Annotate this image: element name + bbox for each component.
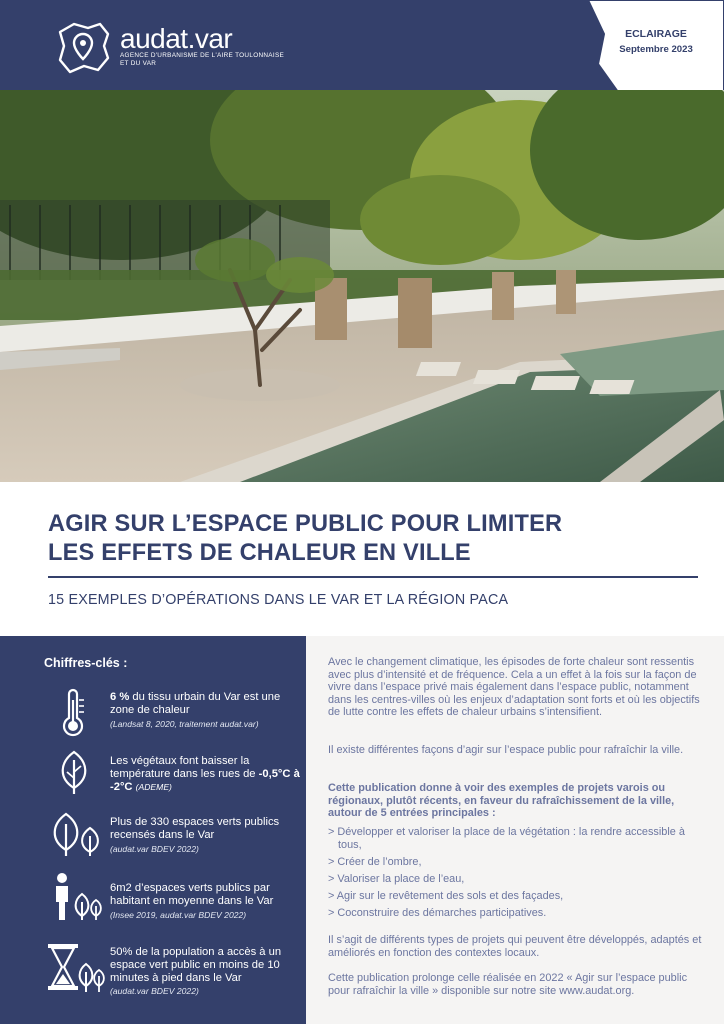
hourglass-icon	[46, 942, 106, 994]
body-paragraph-5: Cette publication prolonge celle réalisée en 2022 « Agir sur l’espace public pour rafraîchir la ville » disponible sur notre site www.audat.org.	[328, 972, 688, 997]
logo-subtitle: AGENCE D'URBANISME DE L'AIRE TOULONNAISE ET DU VAR	[120, 52, 285, 67]
fact-5-source: (audat.var BDEV 2022)	[110, 986, 199, 997]
body-paragraph-3: Cette publication donne à voir des exemples de projets varois ou régionaux, plutôt récents, en faveur du rafraîchissement de la ville, autour de 5 entrées principales :	[328, 782, 675, 820]
fact-1-source: (Landsat 8, 2020, traitement audat.var)	[110, 718, 259, 729]
fact-3-text: Plus de 330 espaces verts publics recensés dans le Var	[110, 816, 280, 841]
title-divider	[48, 576, 698, 578]
fact-vegetation	[110, 755, 300, 793]
fact-5-text: 50% de la population a accès à un espace vert public en moins de 10 minutes à pied dans le Var	[110, 946, 282, 984]
thermometer-icon	[58, 688, 88, 738]
title-line-1: AGIR SUR L’ESPACE PUBLIC POUR LIMITER	[48, 511, 563, 537]
fact-access	[110, 946, 300, 998]
badge-label: ECLAIRAGE	[625, 28, 687, 40]
fact-2-source: (ADEME)	[135, 781, 172, 792]
fact-1-strong: 6 %	[110, 691, 130, 703]
map-pin-icon	[54, 20, 112, 76]
list-item: > Valoriser la place de l’eau,	[328, 872, 465, 885]
body-panel	[306, 636, 724, 1024]
body-paragraph-1: Avec le changement climatique, les épisodes de forte chaleur sont ressentis avec plus d’intensité et de fréquence. Cela a un effet à la fois sur la façon de vivre dans l’espace privé mais également dans l’espace public, notamment dans les centres-villes où les enjeux d’adaptation sont forts et où les objectifs de lutte contre les effets de chaleur urbains s’intensifient.	[328, 656, 700, 719]
trees-icon	[46, 810, 104, 858]
key-figures-title: Chiffres-clés :	[44, 656, 128, 670]
list-item: > Coconstruire des démarches participatives.	[328, 906, 547, 919]
page-subtitle: 15 EXEMPLES D’OPÉRATIONS DANS LE VAR ET LA RÉGION PACA	[48, 592, 509, 608]
park-scene-image	[0, 90, 724, 482]
list-item: > Agir sur le revêtement des sols et des façades,	[328, 889, 564, 902]
fact-2-strong: -0,5°C à -2°C	[110, 767, 300, 793]
body-paragraph-4: Il s’agit de différents types de projets qui peuvent être développés, adaptés et améliorés en fonction des contextes locaux.	[328, 934, 702, 959]
logo-name: audat.var	[120, 23, 233, 54]
fact-4-source: (Insee 2019, audat.var BDEV 2022)	[110, 909, 247, 920]
list-item: > Créer de l’ombre,	[328, 855, 422, 868]
page-title	[48, 510, 688, 568]
fact-1-text: du tissu urbain du Var est une zone de chaleur	[110, 691, 281, 716]
fact-4-text: 6m2 d’espaces verts publics par habitant en moyenne dans le Var	[110, 882, 274, 907]
audat-logo[interactable]	[54, 20, 285, 80]
leaf-icon	[54, 748, 94, 796]
fact-heat-zone	[110, 691, 300, 730]
cover-photo	[0, 90, 724, 482]
fact-green-per-inhabitant	[110, 882, 300, 921]
person-trees-icon	[48, 872, 104, 922]
body-paragraph-2: Il existe différentes façons d’agir sur l’espace public pour rafraîchir la ville.	[328, 744, 684, 756]
fact-green-spaces	[110, 816, 300, 855]
badge-date: Septembre 2023	[619, 44, 693, 55]
fact-2-text: Les végétaux font baisser la température dans les rues de	[110, 755, 259, 780]
list-item: > Développer et valoriser la place de la végétation : la rendre accessible à tous,	[328, 826, 685, 851]
key-figures-panel	[0, 636, 306, 1024]
entries-list	[328, 826, 708, 924]
fact-3-source: (audat.var BDEV 2022)	[110, 843, 199, 854]
title-line-2: LES EFFETS DE CHALEUR EN VILLE	[48, 540, 471, 566]
